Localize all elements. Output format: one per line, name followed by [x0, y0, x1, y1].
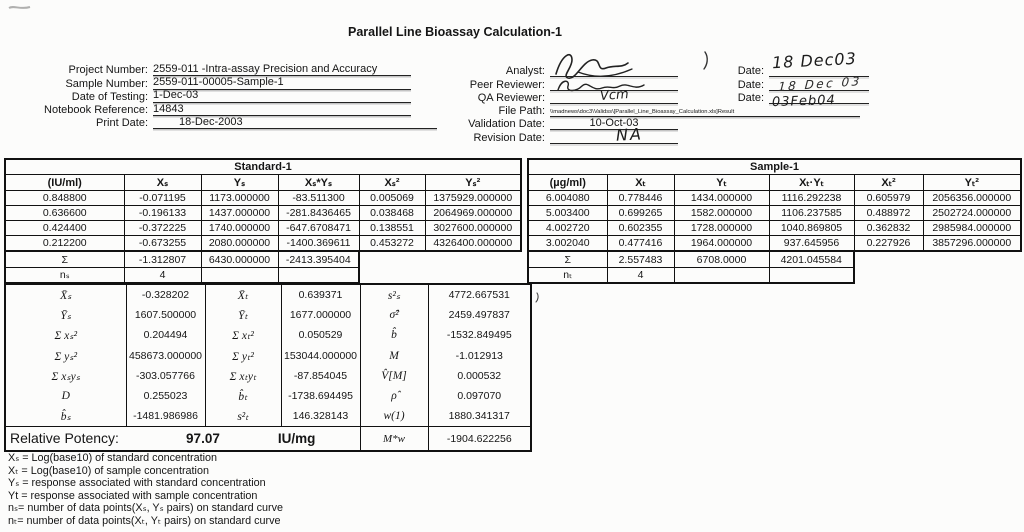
table-row: [528, 236, 1021, 252]
cell: 0.005069: [359, 191, 425, 206]
cell: 4: [124, 268, 201, 284]
header-left-fields: [10, 63, 437, 129]
cell: -83.511300: [278, 191, 359, 206]
cell: 4.002720: [528, 221, 607, 236]
field-label: Project Number:: [68, 64, 148, 77]
scan-speck: [534, 292, 542, 304]
cell: -87.854045: [281, 366, 360, 386]
cell: Σ: [528, 251, 607, 268]
field-print-date: [10, 116, 437, 129]
field-label: Sample Number:: [65, 77, 148, 90]
cell: 0.778446: [607, 191, 674, 206]
cell: D: [5, 386, 126, 406]
cell: 937.645956: [769, 236, 854, 252]
cell: -0.071195: [124, 191, 201, 206]
footnote: Xₛ = Log(base10) of standard concentration: [8, 452, 218, 464]
peer-date-handwritten: 18 Dec 03: [777, 74, 863, 94]
table-column-headers: [5, 175, 521, 191]
cell: b̂: [360, 325, 428, 345]
cell: 3027600.000000: [425, 221, 521, 236]
field-label: Notebook Reference:: [44, 104, 148, 117]
cell: 1964.000000: [674, 236, 769, 252]
cell: 0.000532: [428, 366, 531, 386]
cell: (µg/ml): [528, 175, 607, 191]
cell: [674, 268, 769, 284]
cell: 1173.000000: [201, 191, 278, 206]
revision-date-handwritten: NA: [615, 124, 644, 145]
cell: 0.602355: [607, 221, 674, 236]
cell: -0.196133: [124, 206, 201, 221]
field-value: [550, 143, 678, 144]
cell: -1.012913: [428, 346, 531, 366]
table-title: Standard-1: [5, 159, 521, 175]
cell: 0.227926: [854, 236, 923, 252]
sample-table: [527, 158, 1022, 284]
cell: Σ xₛ²: [5, 325, 126, 345]
summary-row: [5, 346, 531, 366]
table-row: [528, 206, 1021, 221]
field-value: 10-Oct-03: [550, 117, 678, 131]
field-label: Print Date:: [96, 117, 148, 130]
field-label: Analyst:: [505, 65, 545, 78]
cell: 1434.000000: [674, 191, 769, 206]
summary-row: [5, 406, 531, 427]
cell: 1607.500000: [126, 305, 205, 325]
cell: (IU/ml): [5, 175, 124, 191]
footnote: Xₜ = Log(base10) of sample concentration: [8, 464, 209, 477]
cell: s²ₛ: [360, 284, 428, 305]
cell: Xₜ·Yₜ: [769, 175, 854, 191]
cell: s²ₜ: [205, 406, 281, 427]
cell: 2502724.000000: [923, 206, 1021, 221]
field-notebook-reference: [10, 103, 437, 116]
cell: 0.639371: [281, 284, 360, 305]
standard-table: [4, 158, 522, 284]
cell: X̄ₛ: [5, 284, 126, 305]
cell: 4326400.000000: [425, 236, 521, 252]
summary-row: [5, 325, 531, 345]
cell: 2064969.000000: [425, 206, 521, 221]
cell: 6430.000000: [201, 251, 278, 268]
table-row: [528, 221, 1021, 236]
cell: Σ xₜ²: [205, 325, 281, 345]
cell: 153044.000000: [281, 346, 360, 366]
field-label: Date:: [737, 91, 764, 104]
n-row: [5, 268, 521, 284]
cell: -1481.986986: [126, 406, 205, 427]
cell: 1740.000000: [201, 221, 278, 236]
analyst-date-handwritten: 18 Dec03: [771, 48, 858, 73]
field-project-number: [10, 63, 437, 76]
cell: 1728.000000: [674, 221, 769, 236]
field-value: \\madnews\doc3\Validss\[Parallel_Line_Bioassay_Calculation.xls]Result: [550, 109, 860, 118]
cell: 1375929.000000: [425, 191, 521, 206]
table-group-header: [5, 159, 521, 175]
cell: 0.138551: [359, 221, 425, 236]
cell: [769, 268, 854, 284]
cell: 0.212200: [5, 236, 124, 252]
qa-reviewer-initials: Vcm: [599, 87, 630, 104]
cell: [201, 268, 278, 284]
cell: 0.204494: [126, 325, 205, 345]
cell: Yₜ²: [923, 175, 1021, 191]
cell: -1.312807: [124, 251, 201, 268]
cell: 5.003400: [528, 206, 607, 221]
summary-table: [4, 283, 532, 452]
summary-row: [5, 386, 531, 406]
cell: w(1): [360, 406, 428, 427]
cell: 1582.000000: [674, 206, 769, 221]
field-value: 2559-011 -Intra-assay Precision and Accuracy: [153, 63, 411, 77]
cell: 4: [607, 268, 674, 284]
cell: 1106.237585: [769, 206, 854, 221]
cell: 0.636600: [5, 206, 124, 221]
cell: 146.328143: [281, 406, 360, 427]
cell: 2.557483: [607, 251, 674, 268]
cell: -1400.369611: [278, 236, 359, 252]
cell: Σ xₛyₛ: [5, 366, 126, 386]
cell: -281.8436465: [278, 206, 359, 221]
table-row: [5, 221, 521, 236]
scan-smudge: [8, 4, 32, 12]
field-label: Peer Reviewer:: [469, 78, 545, 91]
field-value: 1-Dec-03: [153, 89, 411, 103]
relative-potency-label: Relative Potency:: [10, 429, 119, 446]
relative-potency-cell: [5, 427, 360, 452]
cell: 3857296.000000: [923, 236, 1021, 252]
cell: Σ xₜyₜ: [205, 366, 281, 386]
cell: 0.362832: [854, 221, 923, 236]
document-title: Parallel Line Bioassay Calculation-1: [348, 25, 562, 39]
field-value: 2559-011-00005-Sample-1: [153, 76, 411, 90]
cell: 6.004080: [528, 191, 607, 206]
cell: -647.6708471: [278, 221, 359, 236]
summary-row: [5, 366, 531, 386]
cell: X̄ₜ: [205, 284, 281, 305]
cell: Yₛ²: [425, 175, 521, 191]
field-label: Revision Date:: [473, 131, 545, 144]
cell: Yₛ: [201, 175, 278, 191]
field-date-of-testing: [10, 90, 437, 103]
cell: Σ yₜ²: [205, 346, 281, 366]
cell: 4772.667531: [428, 284, 531, 305]
field-value: 14843: [153, 103, 411, 117]
cell: 0.605979: [854, 191, 923, 206]
cell: Xₜ²: [854, 175, 923, 191]
cell: 0.477416: [607, 236, 674, 252]
field-label: Validation Date:: [468, 118, 545, 131]
footnote: Yt = response associated with sample concentration: [8, 489, 258, 502]
cell: 1880.341317: [428, 406, 531, 427]
cell: σ̂²: [360, 305, 428, 325]
field-label: File Path:: [498, 105, 545, 118]
table-row: [5, 236, 521, 252]
cell: Yₜ: [674, 175, 769, 191]
cell: Ȳₜ: [205, 305, 281, 325]
cell: 0.848800: [5, 191, 124, 206]
mw-label: M*w: [360, 427, 428, 452]
cell: Xₜ: [607, 175, 674, 191]
table-title: Sample-1: [528, 159, 1021, 175]
cell: 1040.869805: [769, 221, 854, 236]
table-column-headers: [528, 175, 1021, 191]
table-row: [5, 206, 521, 221]
field-label: Date:: [737, 65, 764, 78]
cell: 0.453272: [359, 236, 425, 252]
field-value: 18-Dec-2003: [153, 116, 437, 130]
cell: 0.255023: [126, 386, 205, 406]
field-label: Date of Testing:: [71, 90, 148, 103]
cell: 2459.497837: [428, 305, 531, 325]
cell: Xₛ: [124, 175, 201, 191]
cell: Σ: [5, 251, 124, 268]
cell: ρ̂: [360, 386, 428, 406]
cell: Σ yₛ²: [5, 346, 126, 366]
cell: 2080.000000: [201, 236, 278, 252]
cell: -1738.694495: [281, 386, 360, 406]
sum-row: [528, 251, 1021, 268]
cell: 0.424400: [5, 221, 124, 236]
cell: -0.328202: [126, 284, 205, 305]
cell: b̂ₛ: [5, 406, 126, 427]
table-row: [528, 191, 1021, 206]
mw-value: -1904.622256: [428, 427, 531, 452]
cell: b̂ₜ: [205, 386, 281, 406]
cell: 3.002040: [528, 236, 607, 252]
field-label: Date:: [737, 78, 764, 91]
n-row: [528, 268, 1021, 284]
cell: 0.488972: [854, 206, 923, 221]
cell: nₛ: [5, 268, 124, 284]
footnotes: [8, 452, 283, 528]
cell: nₜ: [528, 268, 607, 284]
relative-potency-row: [5, 427, 531, 452]
field-sample-number: [10, 76, 437, 89]
cell: 0.699265: [607, 206, 674, 221]
cell: [278, 268, 359, 284]
sum-row: [5, 251, 521, 268]
cell: 0.097070: [428, 386, 531, 406]
cell: 2985984.000000: [923, 221, 1021, 236]
relative-potency-unit: IU/mg: [277, 430, 316, 446]
cell: 1677.000000: [281, 305, 360, 325]
table-row: [5, 191, 521, 206]
cell: M: [360, 346, 428, 366]
cell: Xₛ²: [359, 175, 425, 191]
footnote: nₜ= number of data points(Xₜ, Yₜ pairs) on standard curve: [8, 514, 281, 527]
cell: Ȳₛ: [5, 305, 126, 325]
table-group-header: [528, 159, 1021, 175]
qa-date-handwritten: 03Feb04: [771, 92, 837, 111]
cell: -2413.395404: [278, 251, 359, 268]
cell: -0.673255: [124, 236, 201, 252]
cell: -1532.849495: [428, 325, 531, 345]
cell: 6708.0000: [674, 251, 769, 268]
cell: 1437.000000: [201, 206, 278, 221]
cell: 1116.292238: [769, 191, 854, 206]
cell: Xₛ*Yₛ: [278, 175, 359, 191]
cell: 458673.000000: [126, 346, 205, 366]
cell: 4201.045584: [769, 251, 854, 268]
cell: V̂[M]: [360, 366, 428, 386]
footnote: nₛ= number of data points(Xₛ, Yₛ pairs) on standard curve: [8, 502, 284, 515]
relative-potency-value: 97.07: [186, 430, 220, 446]
cell: -303.057766: [126, 366, 205, 386]
cell: 0.038468: [359, 206, 425, 221]
field-label: QA Reviewer:: [477, 91, 545, 104]
summary-row: [5, 284, 531, 305]
cell: -0.372225: [124, 221, 201, 236]
footnote: Yₛ = response associated with standard concentration: [8, 477, 266, 490]
pen-mark: [700, 50, 712, 72]
cell: 0.050529: [281, 325, 360, 345]
summary-row: [5, 305, 531, 325]
cell: 2056356.000000: [923, 191, 1021, 206]
